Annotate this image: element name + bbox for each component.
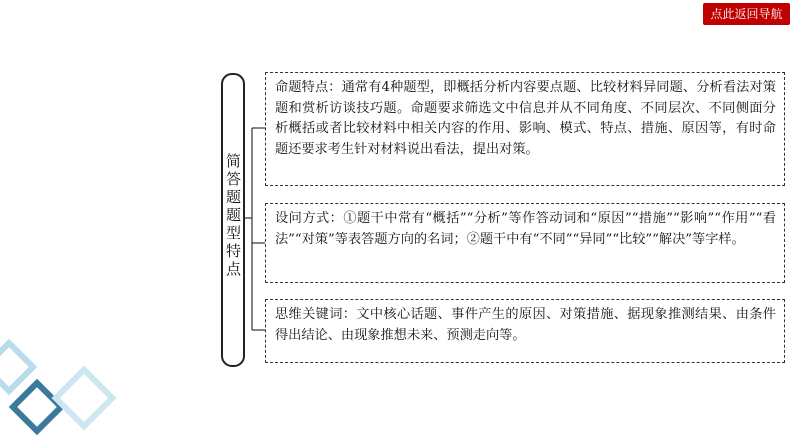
category-label: 简答题题型特点	[224, 153, 242, 279]
box-text: 设问方式：①题干中常有“概括”“分析”等作答动词和“原因”“措施”“影响”“作用”“看法”“对策”等表答题方向的名词；②题干中有“不同”“异同”“比较”“解决”等字样。	[275, 211, 776, 247]
back-to-nav-button[interactable]: 点此返回导航	[703, 3, 790, 25]
box-text: 命题特点：通常有4种题型，即概括分析内容要点题、比较材料异同题、分析看法对策题和赏析访谈技巧题。命题要求筛选文中信息并从不同角度、不同层次、不同侧面分析概括或者比较材料中相关内容的作用、影响、模式、特点、措施、原因等，有时命题还要求考生针对材料说出看法，提出对策。	[275, 80, 776, 157]
box-text: 思维关键词：文中核心话题、事件产生的原因、对策措施、据现象推测结果、由条件得出结论、由现象推想未来、预测走向等。	[275, 307, 776, 343]
